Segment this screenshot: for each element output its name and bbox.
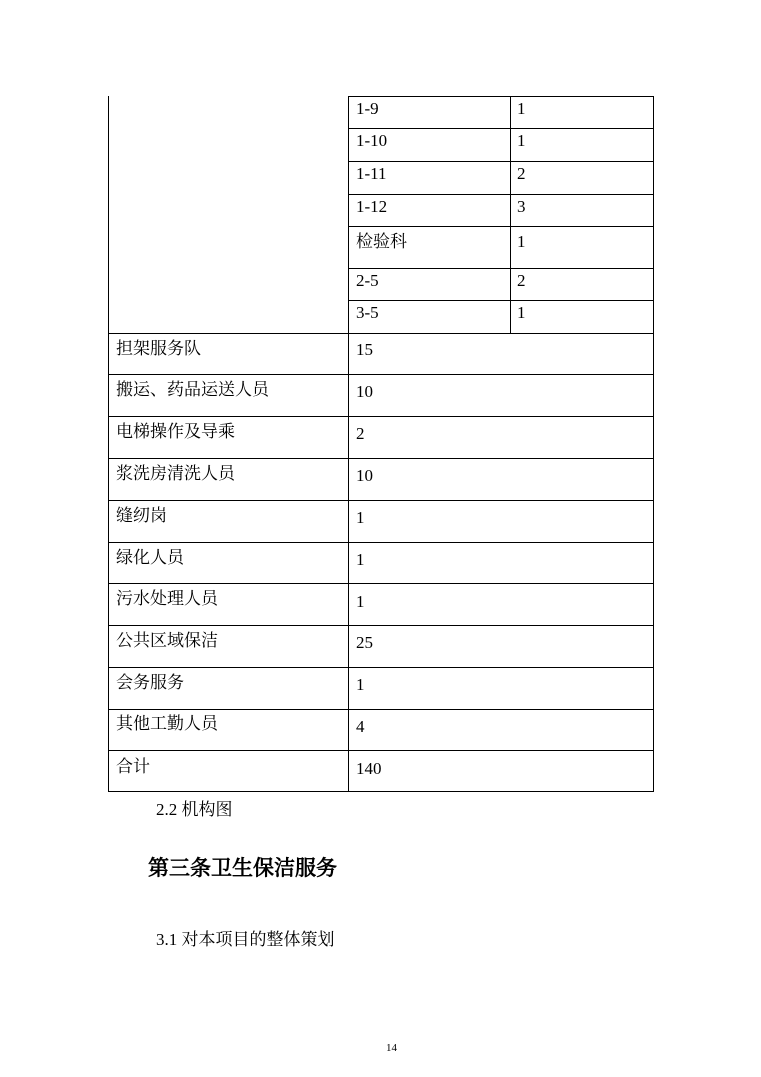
row-border [108, 333, 654, 334]
table-border-left [108, 96, 109, 792]
row-border [108, 667, 654, 668]
row-border [108, 542, 654, 543]
table-cell-count: 4 [356, 717, 365, 736]
subtable-cell-count: 3 [517, 197, 526, 216]
subtable-cell-count: 1 [517, 99, 526, 118]
table-cell-label: 浆洗房清洗人员 [116, 464, 235, 483]
row-border [108, 458, 654, 459]
row-border [108, 791, 654, 792]
subtable-cell-label: 1-11 [356, 164, 387, 183]
subtable-cell-label: 1-10 [356, 131, 388, 150]
table-cell-count: 1 [356, 550, 365, 569]
subtable-divider [510, 96, 511, 333]
section-title: 第三条卫生保洁服务 [148, 856, 337, 880]
subtable-cell-count: 2 [517, 164, 526, 183]
table-cell-label: 缝纫岗 [116, 506, 167, 525]
table-cell-label: 绿化人员 [116, 548, 184, 567]
table-cell-label: 污水处理人员 [116, 589, 218, 608]
table-cell-label: 会务服务 [116, 673, 184, 692]
table-cell-count: 140 [356, 759, 382, 778]
table-cell-count: 1 [356, 508, 365, 527]
table-cell-count: 1 [356, 675, 365, 694]
row-border [348, 128, 654, 129]
table-cell-label: 其他工勤人员 [116, 714, 218, 733]
subtable-cell-label: 1-9 [356, 99, 379, 118]
table-cell-count: 10 [356, 382, 373, 401]
row-border [348, 300, 654, 301]
row-border [348, 226, 654, 227]
table-cell-label: 担架服务队 [116, 339, 201, 358]
subtable-cell-label: 1-12 [356, 197, 388, 216]
row-border [348, 161, 654, 162]
row-border [348, 96, 654, 97]
org-chart-heading: 2.2 机构图 [156, 800, 233, 819]
row-border [108, 583, 654, 584]
subtable-cell-label: 检验科 [356, 232, 407, 251]
table-cell-count: 2 [356, 424, 365, 443]
subtable-cell-count: 1 [517, 131, 526, 150]
row-border [108, 750, 654, 751]
table-cell-label: 合计 [116, 757, 150, 776]
subtable-cell-count: 1 [517, 303, 526, 322]
row-border [108, 625, 654, 626]
table-cell-label: 公共区域保洁 [116, 631, 218, 650]
table-cell-count: 10 [356, 466, 373, 485]
subtable-cell-label: 3-5 [356, 303, 379, 322]
subtable-cell-label: 2-5 [356, 271, 379, 290]
table-cell-count: 25 [356, 633, 373, 652]
subtable-cell-count: 2 [517, 271, 526, 290]
table-cell-label: 电梯操作及导乘 [116, 422, 235, 441]
table-border-right [653, 96, 654, 792]
row-border [108, 416, 654, 417]
page-number: 14 [386, 1042, 397, 1054]
planning-heading: 3.1 对本项目的整体策划 [156, 930, 335, 949]
row-border [108, 374, 654, 375]
row-border [348, 268, 654, 269]
table-cell-count: 15 [356, 340, 373, 359]
table-cell-count: 1 [356, 592, 365, 611]
table-cell-label: 搬运、药品运送人员 [116, 380, 269, 399]
table-divider [348, 96, 349, 792]
row-border [348, 194, 654, 195]
row-border [108, 500, 654, 501]
row-border [108, 709, 654, 710]
subtable-cell-count: 1 [517, 232, 526, 251]
